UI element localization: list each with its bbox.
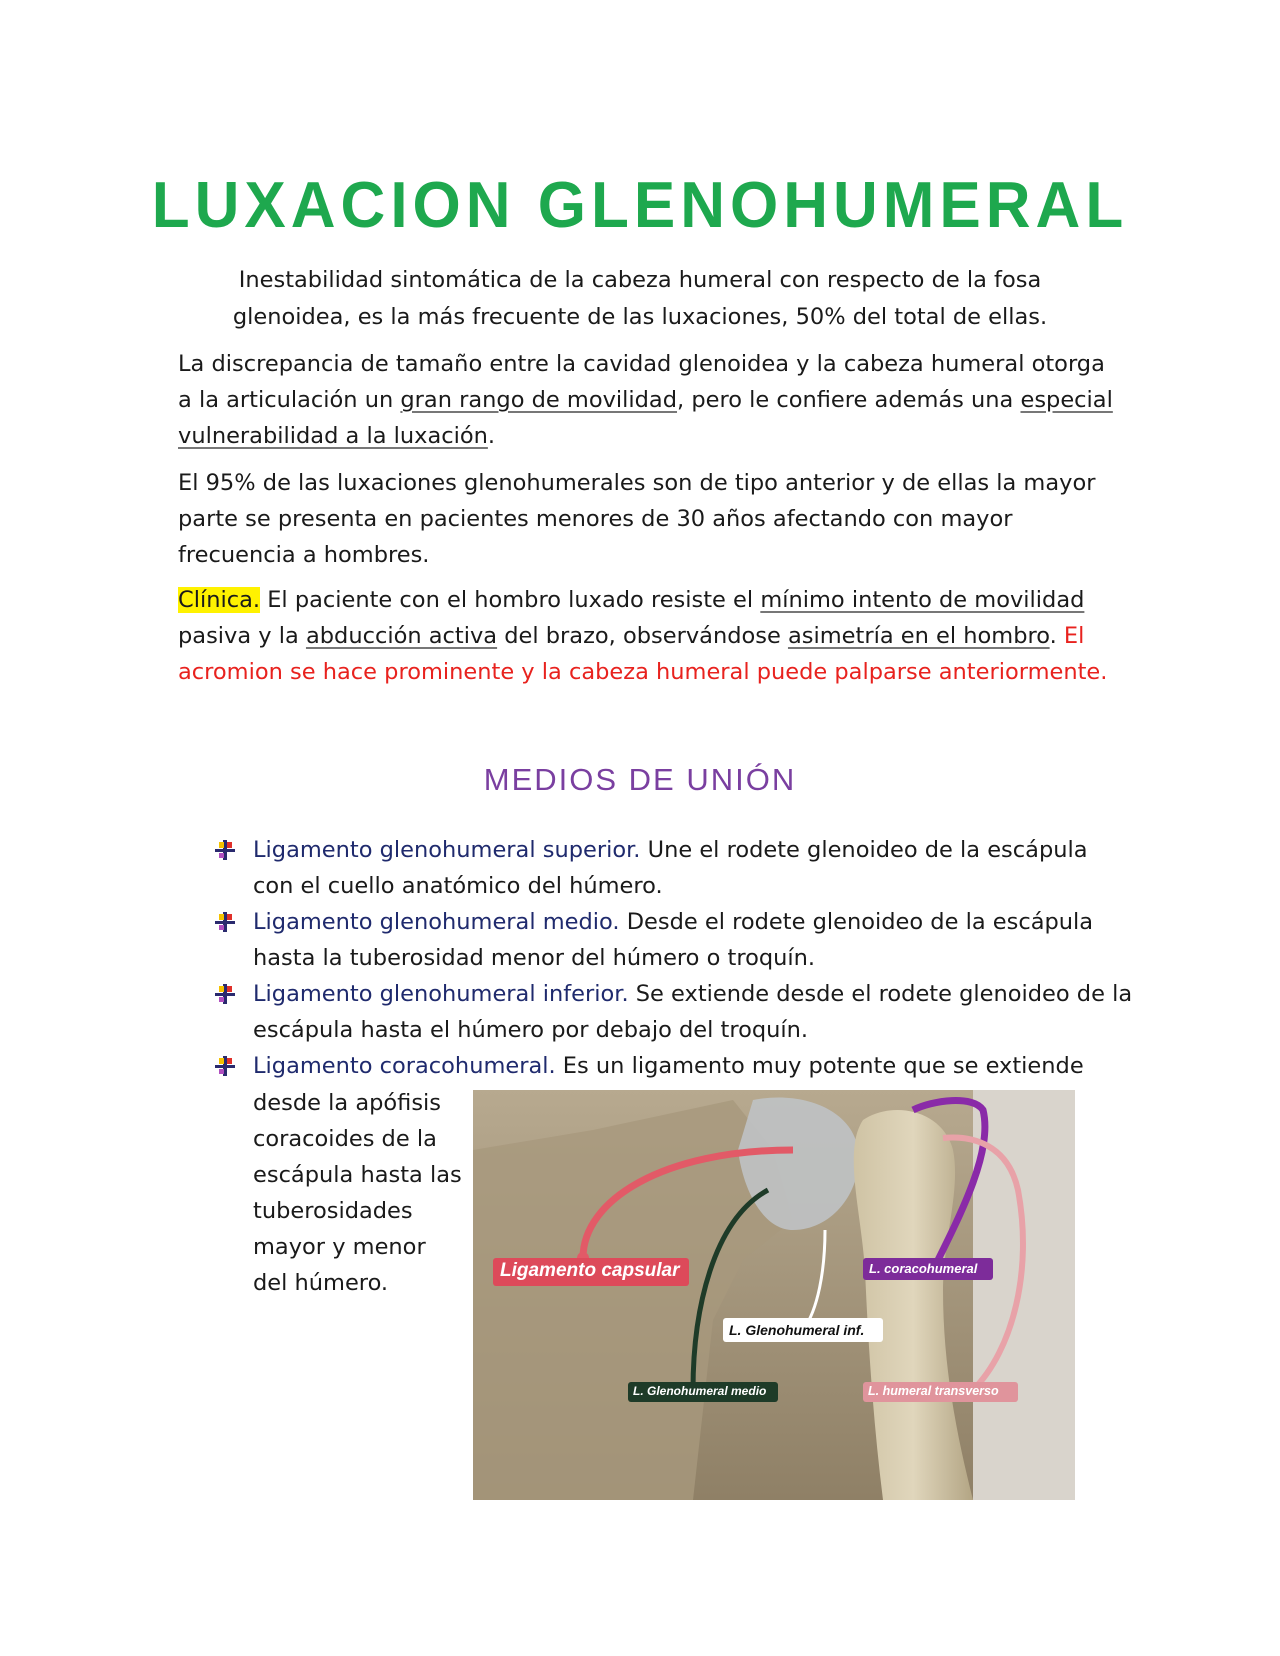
underlined-text: asimetría en el hombro — [787, 623, 1050, 649]
ligament-desc: Desde el rodete glenoideo de la escápula hasta la tuberosidad menor del húmero o troquín. — [253, 909, 1094, 971]
bullet-arrow-icon — [215, 912, 235, 932]
ligament-term: Ligamento coracohumeral. — [253, 1053, 556, 1079]
bullet-arrow-icon — [215, 840, 235, 860]
shoulder-anatomy-figure — [473, 1090, 1075, 1500]
bullet-arrow-icon — [215, 1056, 235, 1076]
underlined-text: especial vulnerabilidad a la luxación — [178, 387, 1113, 449]
underlined-text: abducción activa — [305, 623, 498, 649]
label-coracohumeral: L. coracohumeral — [869, 1261, 978, 1276]
label-glenohumeral-inf: L. Glenohumeral inf. — [729, 1322, 865, 1338]
lead-line-1: Inestabilidad sintomática de la cabeza humeral con respecto de la fosa — [238, 267, 1042, 293]
ligament-term: Ligamento glenohumeral superior. — [253, 837, 641, 863]
text-run: , pero le confiere además una — [677, 387, 1021, 413]
paragraph-95-percent: El 95% de las luxaciones glenohumerales son de tipo anterior y de ellas la mayor parte se presenta en pacientes menores de 30 años afectando con mayor frecuencia a hombres. — [178, 470, 1096, 568]
label-glenohumeral-medio: L. Glenohumeral medio — [633, 1384, 767, 1398]
bullet-arrow-icon — [215, 984, 235, 1004]
list-item — [213, 832, 1133, 904]
coracohumeral-continuation: desde la apófisis coracoides de la escápula hasta las tuberosidades mayor y menor del húmero. — [253, 1090, 462, 1296]
lead-paragraph — [150, 262, 1130, 336]
text-run: La discrepancia de tamaño entre la cavidad glenoidea y la cabeza humeral otorga a la articulación un — [178, 351, 1105, 413]
ligament-list — [213, 832, 1133, 1084]
label-ligamento-capsular: Ligamento capsular — [500, 1260, 680, 1281]
text-run: . — [1049, 623, 1057, 649]
list-item — [213, 976, 1133, 1048]
underlined-text: mínimo intento de movilidad — [760, 587, 1085, 613]
lead-line-2: glenoidea, es la más frecuente de las luxaciones, 50% del total de ellas. — [232, 304, 1048, 330]
page-title: LUXACION GLENOHUMERAL — [151, 169, 1129, 242]
section-subtitle: MEDIOS DE UNIÓN — [483, 762, 797, 797]
clinica-highlight: Clínica. — [178, 587, 261, 613]
text-run: . — [487, 423, 496, 449]
text-run: del brazo, observándose — [497, 623, 788, 649]
label-humeral-transverso: L. humeral transverso — [868, 1384, 999, 1398]
paragraph-clinica — [178, 582, 1118, 690]
list-item — [213, 1048, 1133, 1084]
paragraph-discrepancia — [178, 346, 1118, 454]
list-item — [213, 904, 1133, 976]
ligament-term: Ligamento glenohumeral inferior. — [253, 981, 629, 1007]
text-run: El paciente con el hombro luxado resiste el — [260, 587, 761, 613]
red-clinical-note: El acromion se hace prominente y la cabeza humeral puede palparse anteriormente. — [178, 623, 1108, 685]
underlined-text: gran rango de movilidad — [400, 387, 678, 413]
text-run: pasiva y la — [178, 623, 306, 649]
ligament-desc: Es un ligamento muy potente que se extiende — [555, 1053, 1084, 1079]
shoulder-illustration — [473, 1090, 1075, 1500]
ligament-desc: Se extiende desde el rodete glenoideo de la escápula hasta el húmero por debajo del troquín. — [253, 981, 1133, 1043]
ligament-desc: Une el rodete glenoideo de la escápula con el cuello anatómico del húmero. — [253, 837, 1088, 899]
ligament-term: Ligamento glenohumeral medio. — [253, 909, 620, 935]
